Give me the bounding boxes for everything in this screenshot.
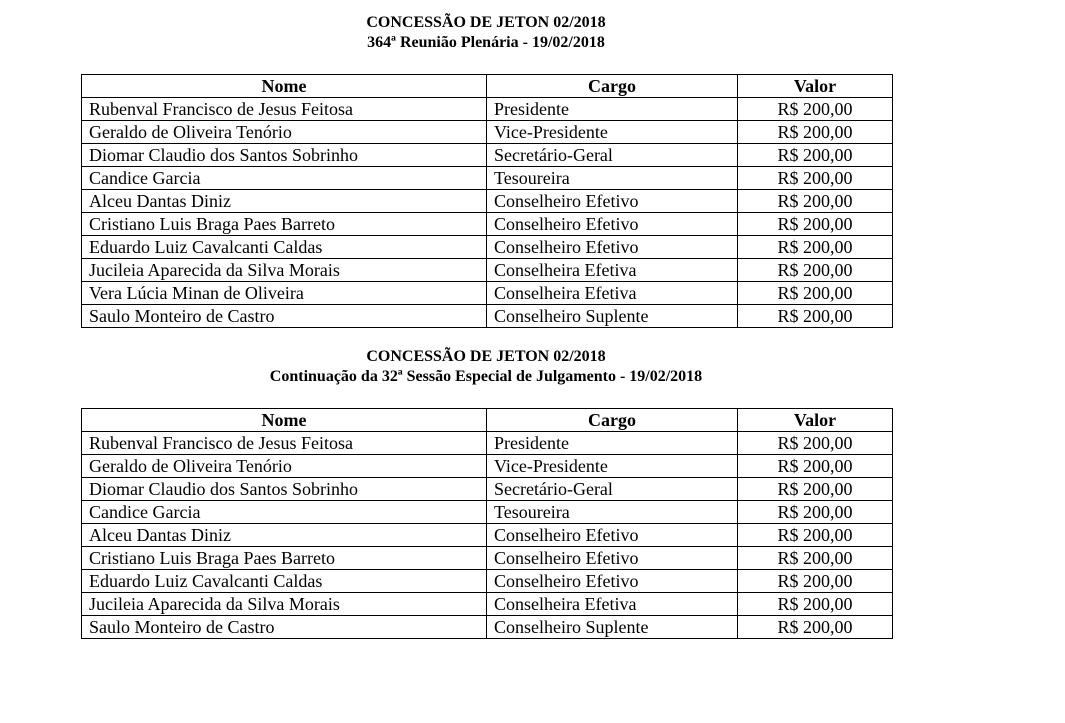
table-row (82, 593, 893, 616)
cell-cargo: Tesoureira (487, 501, 738, 524)
cell-nome: Candice Garcia (82, 167, 487, 190)
jeton-table (81, 408, 893, 639)
table-row (82, 501, 893, 524)
table-row (82, 524, 893, 547)
cell-nome: Diomar Claudio dos Santos Sobrinho (82, 144, 487, 167)
cell-cargo: Conselheiro Efetivo (487, 547, 738, 570)
cell-cargo: Secretário-Geral (487, 478, 738, 501)
cell-nome: Jucileia Aparecida da Silva Morais (82, 259, 487, 282)
table-row (82, 144, 893, 167)
table-row (82, 259, 893, 282)
cell-cargo: Conselheiro Suplente (487, 305, 738, 328)
table-row (82, 213, 893, 236)
cell-nome: Eduardo Luiz Cavalcanti Caldas (82, 236, 487, 259)
table-row (82, 98, 893, 121)
cell-valor: R$ 200,00 (738, 478, 893, 501)
table-row (82, 282, 893, 305)
column-header-valor: Valor (738, 75, 893, 98)
cell-valor: R$ 200,00 (738, 259, 893, 282)
cell-nome: Cristiano Luis Braga Paes Barreto (82, 547, 487, 570)
table-row (82, 547, 893, 570)
cell-valor: R$ 200,00 (738, 144, 893, 167)
column-header-cargo: Cargo (487, 75, 738, 98)
cell-valor: R$ 200,00 (738, 236, 893, 259)
cell-valor: R$ 200,00 (738, 570, 893, 593)
cell-cargo: Secretário-Geral (487, 144, 738, 167)
cell-valor: R$ 200,00 (738, 167, 893, 190)
table-row (82, 432, 893, 455)
cell-cargo: Conselheiro Efetivo (487, 236, 738, 259)
cell-valor: R$ 200,00 (738, 524, 893, 547)
cell-cargo: Conselheira Efetiva (487, 282, 738, 305)
cell-cargo: Vice-Presidente (487, 455, 738, 478)
cell-valor: R$ 200,00 (738, 501, 893, 524)
cell-nome: Vera Lúcia Minan de Oliveira (82, 282, 487, 305)
table-row (82, 616, 893, 639)
table-header-row (82, 75, 893, 98)
cell-valor: R$ 200,00 (738, 190, 893, 213)
cell-valor: R$ 200,00 (738, 547, 893, 570)
cell-nome: Eduardo Luiz Cavalcanti Caldas (82, 570, 487, 593)
table-row (82, 478, 893, 501)
cell-cargo: Conselheiro Efetivo (487, 190, 738, 213)
cell-cargo: Presidente (487, 432, 738, 455)
cell-valor: R$ 200,00 (738, 121, 893, 144)
column-header-valor: Valor (738, 409, 893, 432)
table-header-row (82, 409, 893, 432)
jeton-table (81, 74, 893, 328)
jeton-section-plenaria (0, 13, 1065, 326)
cell-nome: Geraldo de Oliveira Tenório (82, 121, 487, 144)
section-title: CONCESSÃO DE JETON 02/2018 (366, 348, 606, 365)
cell-valor: R$ 200,00 (738, 282, 893, 305)
cell-nome: Candice Garcia (82, 501, 487, 524)
cell-cargo: Conselheiro Efetivo (487, 213, 738, 236)
column-header-nome: Nome (82, 75, 487, 98)
table-row (82, 305, 893, 328)
cell-nome: Alceu Dantas Diniz (82, 190, 487, 213)
table-row (82, 190, 893, 213)
section-subtitle: 364ª Reunião Plenária - 19/02/2018 (367, 34, 605, 51)
cell-cargo: Conselheiro Efetivo (487, 570, 738, 593)
cell-nome: Saulo Monteiro de Castro (82, 305, 487, 328)
cell-valor: R$ 200,00 (738, 98, 893, 121)
cell-nome: Diomar Claudio dos Santos Sobrinho (82, 478, 487, 501)
column-header-cargo: Cargo (487, 409, 738, 432)
cell-nome: Cristiano Luis Braga Paes Barreto (82, 213, 487, 236)
cell-nome: Rubenval Francisco de Jesus Feitosa (82, 432, 487, 455)
cell-valor: R$ 200,00 (738, 432, 893, 455)
cell-cargo: Presidente (487, 98, 738, 121)
cell-cargo: Conselheiro Efetivo (487, 524, 738, 547)
cell-valor: R$ 200,00 (738, 213, 893, 236)
cell-valor: R$ 200,00 (738, 616, 893, 639)
table-row (82, 167, 893, 190)
table-row (82, 121, 893, 144)
cell-nome: Jucileia Aparecida da Silva Morais (82, 593, 487, 616)
cell-nome: Alceu Dantas Diniz (82, 524, 487, 547)
table-row (82, 236, 893, 259)
table-row (82, 570, 893, 593)
cell-cargo: Conselheiro Suplente (487, 616, 738, 639)
section-subtitle: Continuação da 32ª Sessão Especial de Julgamento - 19/02/2018 (269, 368, 703, 385)
cell-valor: R$ 200,00 (738, 593, 893, 616)
table-row (82, 455, 893, 478)
cell-cargo: Conselheira Efetiva (487, 259, 738, 282)
cell-nome: Rubenval Francisco de Jesus Feitosa (82, 98, 487, 121)
cell-nome: Saulo Monteiro de Castro (82, 616, 487, 639)
cell-nome: Geraldo de Oliveira Tenório (82, 455, 487, 478)
cell-cargo: Tesoureira (487, 167, 738, 190)
column-header-nome: Nome (82, 409, 487, 432)
jeton-section-julgamento (0, 347, 1065, 637)
cell-cargo: Vice-Presidente (487, 121, 738, 144)
cell-valor: R$ 200,00 (738, 305, 893, 328)
cell-cargo: Conselheira Efetiva (487, 593, 738, 616)
cell-valor: R$ 200,00 (738, 455, 893, 478)
section-title: CONCESSÃO DE JETON 02/2018 (366, 14, 606, 31)
